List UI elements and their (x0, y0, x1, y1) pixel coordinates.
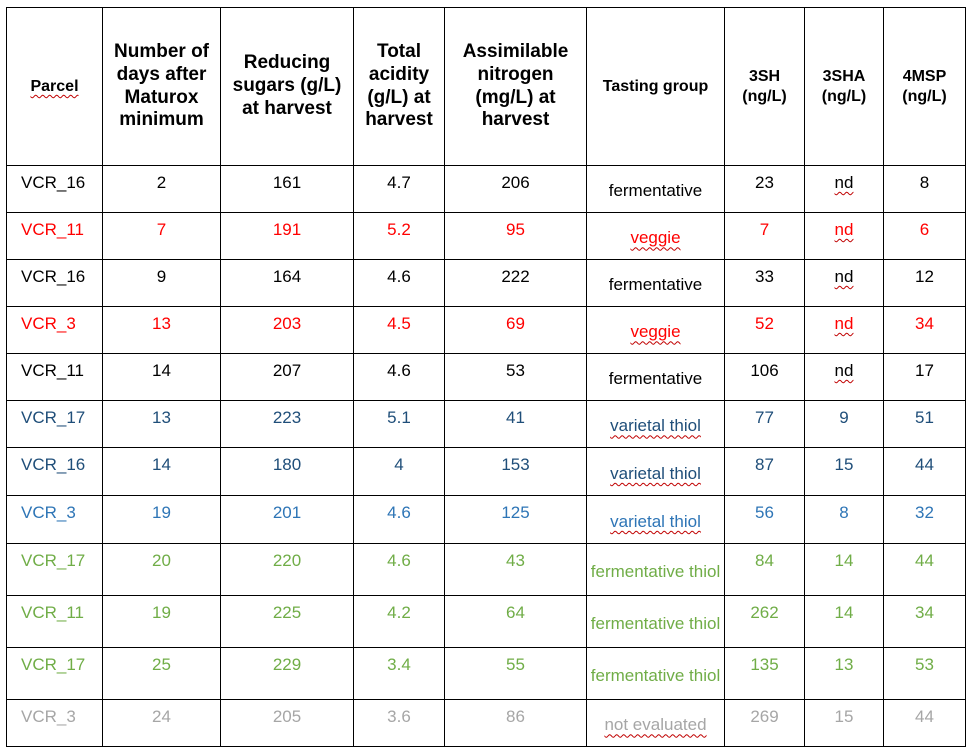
cell-nitrogen: 41 (445, 401, 587, 448)
tasting-group-label: fermentative thiol (590, 665, 721, 685)
cell-sugars: 164 (221, 260, 354, 307)
cell-acidity: 3.4 (354, 648, 445, 700)
cell-nitrogen: 43 (445, 544, 587, 596)
table-row (7, 648, 966, 700)
tasting-group-label: veggie (630, 322, 681, 342)
cell-days: 14 (103, 354, 221, 401)
cell-days: 24 (103, 700, 221, 747)
sha3-value: nd (834, 314, 854, 333)
cell-msp4: 8 (884, 166, 966, 213)
cell-sha3 (805, 260, 884, 307)
cell-msp4: 17 (884, 354, 966, 401)
cell-parcel: VCR_11 (7, 596, 103, 648)
tasting-group-label: not evaluated (604, 715, 707, 735)
cell-sha3 (805, 496, 884, 544)
cell-tasting (587, 213, 725, 260)
cell-sh3: 52 (725, 307, 805, 354)
table-row (7, 544, 966, 596)
table-row (7, 700, 966, 747)
cell-parcel: VCR_16 (7, 260, 103, 307)
cell-acidity: 4.6 (354, 496, 445, 544)
cell-nitrogen: 206 (445, 166, 587, 213)
cell-sha3 (805, 648, 884, 700)
cell-parcel: VCR_17 (7, 401, 103, 448)
cell-tasting (587, 544, 725, 596)
cell-sha3 (805, 544, 884, 596)
cell-sh3: 135 (725, 648, 805, 700)
sha3-value: 15 (834, 707, 854, 726)
tasting-group-label: fermentative thiol (590, 613, 721, 633)
cell-parcel: VCR_3 (7, 700, 103, 747)
cell-sugars: 161 (221, 166, 354, 213)
cell-sh3: 106 (725, 354, 805, 401)
cell-sha3 (805, 448, 884, 496)
cell-acidity: 4.6 (354, 544, 445, 596)
cell-sh3: 7 (725, 213, 805, 260)
cell-parcel: VCR_17 (7, 648, 103, 700)
cell-msp4: 34 (884, 596, 966, 648)
table-row (7, 401, 966, 448)
cell-parcel: VCR_16 (7, 166, 103, 213)
table-row (7, 213, 966, 260)
cell-days: 19 (103, 496, 221, 544)
cell-days: 19 (103, 596, 221, 648)
cell-sh3: 56 (725, 496, 805, 544)
cell-tasting (587, 648, 725, 700)
cell-nitrogen: 69 (445, 307, 587, 354)
table-row (7, 166, 966, 213)
cell-acidity: 4.2 (354, 596, 445, 648)
cell-msp4: 53 (884, 648, 966, 700)
cell-acidity: 3.6 (354, 700, 445, 747)
table-body (7, 166, 966, 747)
cell-sugars: 191 (221, 213, 354, 260)
cell-sha3 (805, 307, 884, 354)
table-row (7, 354, 966, 401)
cell-tasting (587, 260, 725, 307)
sha3-value: nd (834, 361, 854, 380)
cell-sh3: 33 (725, 260, 805, 307)
sha3-value: nd (834, 173, 854, 192)
sha3-value: 14 (834, 603, 854, 622)
cell-acidity: 4.5 (354, 307, 445, 354)
cell-msp4: 44 (884, 544, 966, 596)
cell-sha3 (805, 354, 884, 401)
tasting-group-label: fermentative (608, 181, 703, 201)
cell-nitrogen: 55 (445, 648, 587, 700)
cell-days: 9 (103, 260, 221, 307)
cell-msp4: 34 (884, 307, 966, 354)
cell-tasting (587, 401, 725, 448)
cell-tasting (587, 448, 725, 496)
table-row (7, 596, 966, 648)
header-nitrogen: Assimilable nitrogen (mg/L) at harvest (445, 8, 587, 166)
cell-tasting (587, 596, 725, 648)
cell-sugars: 223 (221, 401, 354, 448)
cell-nitrogen: 222 (445, 260, 587, 307)
sha3-value: 13 (834, 655, 854, 674)
cell-days: 7 (103, 213, 221, 260)
header-days: Number of days after Maturox minimum (103, 8, 221, 166)
cell-acidity: 4.6 (354, 260, 445, 307)
cell-sh3: 87 (725, 448, 805, 496)
cell-sugars: 229 (221, 648, 354, 700)
cell-days: 13 (103, 401, 221, 448)
header-3sha: 3SHA (ng/L) (805, 8, 884, 166)
tasting-group-label: fermentative thiol (590, 561, 721, 581)
cell-days: 14 (103, 448, 221, 496)
cell-sugars: 225 (221, 596, 354, 648)
cell-tasting (587, 354, 725, 401)
sha3-value: 15 (834, 455, 854, 474)
cell-sugars: 203 (221, 307, 354, 354)
cell-acidity: 5.1 (354, 401, 445, 448)
cell-sugars: 220 (221, 544, 354, 596)
sha3-value: 9 (839, 408, 849, 427)
cell-nitrogen: 153 (445, 448, 587, 496)
cell-days: 13 (103, 307, 221, 354)
tasting-group-label: fermentative (608, 369, 703, 389)
sha3-value: nd (834, 267, 854, 286)
cell-acidity: 5.2 (354, 213, 445, 260)
cell-parcel: VCR_3 (7, 496, 103, 544)
table-row (7, 307, 966, 354)
table-row (7, 260, 966, 307)
cell-parcel: VCR_17 (7, 544, 103, 596)
header-sugars: Reducing sugars (g/L) at harvest (221, 8, 354, 166)
cell-tasting (587, 166, 725, 213)
cell-nitrogen: 86 (445, 700, 587, 747)
cell-sha3 (805, 166, 884, 213)
cell-msp4: 12 (884, 260, 966, 307)
cell-msp4: 44 (884, 448, 966, 496)
cell-sh3: 77 (725, 401, 805, 448)
tasting-group-label: veggie (630, 228, 681, 248)
header-3sh: 3SH (ng/L) (725, 8, 805, 166)
cell-tasting (587, 496, 725, 544)
cell-acidity: 4 (354, 448, 445, 496)
cell-sha3 (805, 700, 884, 747)
header-row (7, 8, 966, 166)
cell-tasting (587, 700, 725, 747)
cell-nitrogen: 53 (445, 354, 587, 401)
cell-sh3: 23 (725, 166, 805, 213)
tasting-group-label: fermentative (608, 275, 703, 295)
header-4msp: 4MSP (ng/L) (884, 8, 966, 166)
cell-acidity: 4.6 (354, 354, 445, 401)
cell-sugars: 180 (221, 448, 354, 496)
tasting-group-label: varietal thiol (610, 416, 701, 436)
header-tasting-group: Tasting group (587, 8, 725, 166)
cell-nitrogen: 64 (445, 596, 587, 648)
header-parcel: Parcel (7, 8, 103, 166)
cell-sugars: 201 (221, 496, 354, 544)
cell-msp4: 44 (884, 700, 966, 747)
sha3-value: 14 (834, 551, 854, 570)
cell-parcel: VCR_11 (7, 354, 103, 401)
table-row (7, 448, 966, 496)
tasting-group-label: varietal thiol (610, 511, 701, 531)
cell-msp4: 51 (884, 401, 966, 448)
tasting-group-label: varietal thiol (610, 463, 701, 483)
cell-sh3: 269 (725, 700, 805, 747)
cell-parcel: VCR_16 (7, 448, 103, 496)
cell-sh3: 84 (725, 544, 805, 596)
sha3-value: nd (834, 220, 854, 239)
cell-parcel: VCR_11 (7, 213, 103, 260)
cell-days: 2 (103, 166, 221, 213)
cell-sha3 (805, 401, 884, 448)
table-row (7, 496, 966, 544)
cell-nitrogen: 125 (445, 496, 587, 544)
cell-tasting (587, 307, 725, 354)
sha3-value: 8 (839, 503, 849, 522)
cell-nitrogen: 95 (445, 213, 587, 260)
cell-sha3 (805, 596, 884, 648)
cell-acidity: 4.7 (354, 166, 445, 213)
cell-sha3 (805, 213, 884, 260)
cell-days: 20 (103, 544, 221, 596)
header-acidity: Total acidity (g/L) at harvest (354, 8, 445, 166)
cell-parcel: VCR_3 (7, 307, 103, 354)
cell-sh3: 262 (725, 596, 805, 648)
harvest-data-table (6, 7, 966, 747)
cell-sugars: 205 (221, 700, 354, 747)
cell-msp4: 32 (884, 496, 966, 544)
cell-msp4: 6 (884, 213, 966, 260)
cell-days: 25 (103, 648, 221, 700)
cell-sugars: 207 (221, 354, 354, 401)
